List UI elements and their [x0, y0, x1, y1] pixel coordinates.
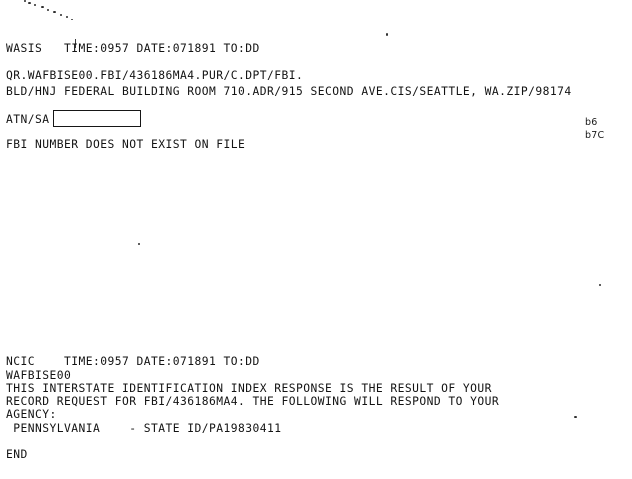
second-block-terminal-id: WAFBISE00	[6, 369, 72, 382]
response-message: FBI NUMBER DOES NOT EXIST ON FILE	[6, 138, 246, 151]
scan-speck	[24, 0, 26, 2]
scan-speck	[599, 284, 601, 286]
scan-speck	[138, 243, 140, 245]
scan-speck	[386, 33, 388, 36]
second-block-body-2: RECORD REQUEST FOR FBI/436186MA4. THE FOLLOWING WILL RESPOND TO YOUR	[6, 395, 500, 408]
second-block-body-1: THIS INTERSTATE IDENTIFICATION INDEX RESPONSE IS THE RESULT OF YOUR	[6, 382, 492, 395]
end-marker: END	[6, 448, 28, 461]
attention-label: ATN/SA	[6, 113, 50, 126]
second-block-body-3: AGENCY:	[6, 408, 57, 421]
scan-speck	[71, 19, 73, 20]
scan-speck	[34, 4, 36, 6]
agency-line: PENNSYLVANIA - STATE ID/PA19830411	[6, 422, 282, 435]
redaction-box	[53, 110, 141, 127]
scan-speck	[41, 6, 44, 8]
scan-speck	[47, 9, 49, 11]
scan-speck	[574, 416, 577, 418]
origin-line-1: QR.WAFBISE00.FBI/436186MA4.PUR/C.DPT/FBI.	[6, 69, 304, 82]
origin-line-2: BLD/HNJ FEDERAL BUILDING ROOM 710.ADR/915 SECOND AVE.CIS/SEATTLE, WA.ZIP/98174	[6, 85, 572, 98]
header-line: WASIS TIME:0957 DATE:071891 TO:DD	[6, 42, 260, 55]
margin-code-b7c: b7C	[585, 130, 605, 141]
scan-speck	[66, 16, 68, 18]
second-block-header: NCIC TIME:0957 DATE:071891 TO:DD	[6, 355, 260, 368]
scan-speck	[60, 14, 62, 16]
scan-speck	[53, 11, 56, 13]
margin-code-b6: b6	[585, 117, 598, 128]
scan-speck	[28, 2, 31, 4]
